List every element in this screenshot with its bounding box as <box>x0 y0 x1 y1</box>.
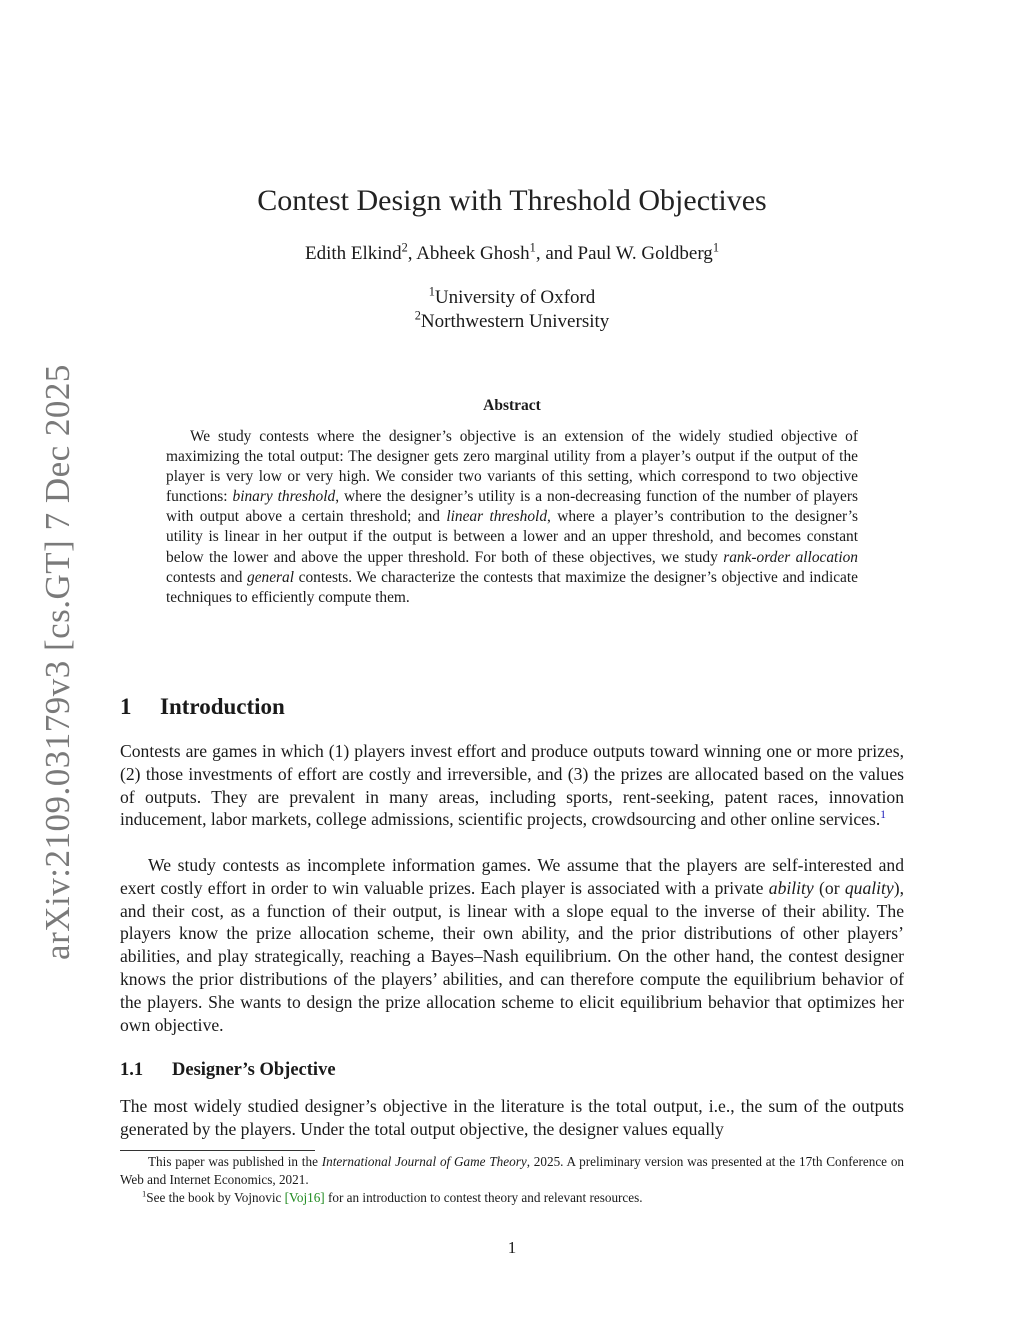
author-separator: , <box>407 243 417 264</box>
abstract-heading: Abstract <box>483 397 541 414</box>
abstract-segment: , where the designer’s utility is a non-decreasing function of the number of players with output above a certain threshold; and <box>166 488 858 526</box>
abstract-segment: contests and <box>166 568 247 586</box>
author-separator: , and <box>535 243 578 264</box>
footnote-link[interactable]: 1 <box>880 809 886 822</box>
abstract-segment: contests. We characterize the contests that maximize the designer’s objective and indicate techniques to efficiently compute them. <box>166 568 858 606</box>
subsection-number: 1.1 <box>120 1060 144 1080</box>
affiliation-mark: 1 <box>428 284 435 299</box>
section-heading-introduction <box>120 694 285 720</box>
footnote-publication-note <box>120 1153 904 1189</box>
paragraph-text: Contests are games in which (1) players invest effort and produce outputs toward winning one or more prizes, (2) those investments of effort are costly and irreversible, and (3) the prizes are allocated based on the values of outputs. They are prevalent in many areas, including sports, rent-seeking, patent races, innovation inducement, labor markets, college admissions, scientific projects, crowdsourcing and other online services. <box>120 741 904 830</box>
objective-paragraph: The most widely studied designer’s objective in the literature is the total output, i.e., the sum of the outputs generated by the players. Under the total output objective, the designer values equally <box>120 1096 904 1139</box>
affiliation-mark: 2 <box>414 308 421 323</box>
section-number: 1 <box>120 694 132 719</box>
footnote-text: , 2025. A preliminary version was presented at the 17th Conference on Web and Internet Economics, 2021. <box>120 1154 905 1187</box>
footnote-text: See the book by Vojnovic <box>146 1190 285 1205</box>
paper-title: Contest Design with Threshold Objectives <box>257 184 767 217</box>
intro-paragraph-1 <box>120 740 904 831</box>
author-affiliation-mark: 1 <box>712 240 719 255</box>
paragraph-text: We study contests as incomplete information games. We assume that the players are self-interested and exert costly effort in order to win valuable prizes. Each player is associated with a private <box>120 855 904 898</box>
footnote-1 <box>120 1189 904 1207</box>
footnotes <box>120 1153 904 1207</box>
affiliation-name: Northwestern University <box>420 311 610 332</box>
paragraph-text: ), and their cost, as a function of their output, is linear with a slope equal to the inverse of their ability. The players know the prize allocation scheme, their own ability, and the prior distributions of other players’ abilities, and play strategically, reaching a Bayes–Nash equilibrium. On the other hand, the contest designer knows the prior distributions of the players’ abilities, and can therefore compute the equilibrium behavior of the players. She wants to design the prize allocation scheme to elicit equilibrium behavior that optimizes her own objective. <box>120 877 904 1035</box>
author-affiliation-mark: 1 <box>529 240 536 255</box>
footnote-mark: 1 <box>142 1188 147 1199</box>
affiliation-name: University of Oxford <box>434 287 596 308</box>
affiliation-line <box>0 286 1024 310</box>
affiliation-list <box>0 286 1024 334</box>
citation-link[interactable]: [Voj16] <box>284 1190 325 1205</box>
author-name: Abheek Ghosh <box>416 243 530 264</box>
section-title: Introduction <box>160 694 285 719</box>
footnote-text: This paper was published in the <box>148 1154 322 1169</box>
paragraph-emphasis: ability <box>768 877 814 898</box>
subsection-title: Designer’s Objective <box>172 1060 336 1080</box>
intro-paragraph-2 <box>120 854 904 1036</box>
arxiv-identifier-stamp: arXiv:2109.03179v3 [cs.GT] 7 Dec 2025 <box>38 364 77 960</box>
abstract-text <box>166 427 858 608</box>
author-name: Edith Elkind <box>305 243 402 264</box>
abstract-segment: , where a player’s contribution to the designer’s utility is linear in her output if the output is between a lower and an upper threshold, and becomes constant below the lower and above the upper threshold. For both of these objectives, we study <box>166 508 858 566</box>
abstract-emphasis: linear threshold <box>446 508 548 526</box>
author-name: Paul W. Goldberg <box>577 243 713 264</box>
paragraph-text: (or <box>813 877 845 898</box>
footnote-divider <box>120 1150 315 1151</box>
subsection-heading-designers-objective <box>120 1060 336 1081</box>
footnote-text: for an introduction to contest theory and relevant resources. <box>324 1190 643 1205</box>
abstract-segment: We study contests where the designer’s objective is an extension of the widely studied objective of maximizing the total output: The designer gets zero marginal utility from a player’s output if the output of the player is very low or very high. We consider two variants of this setting, which correspond to two objective functions: <box>166 428 858 506</box>
abstract-emphasis: rank-order allocation <box>723 548 859 566</box>
abstract-emphasis: binary threshold <box>232 488 336 506</box>
page-number: 1 <box>507 1238 517 1257</box>
affiliation-line <box>0 310 1024 334</box>
footnote-emphasis: International Journal of Game Theory <box>321 1154 527 1169</box>
abstract-emphasis: general <box>247 568 295 586</box>
author-affiliation-mark: 2 <box>401 240 408 255</box>
paragraph-emphasis: quality <box>844 877 894 898</box>
author-list <box>0 240 1024 265</box>
